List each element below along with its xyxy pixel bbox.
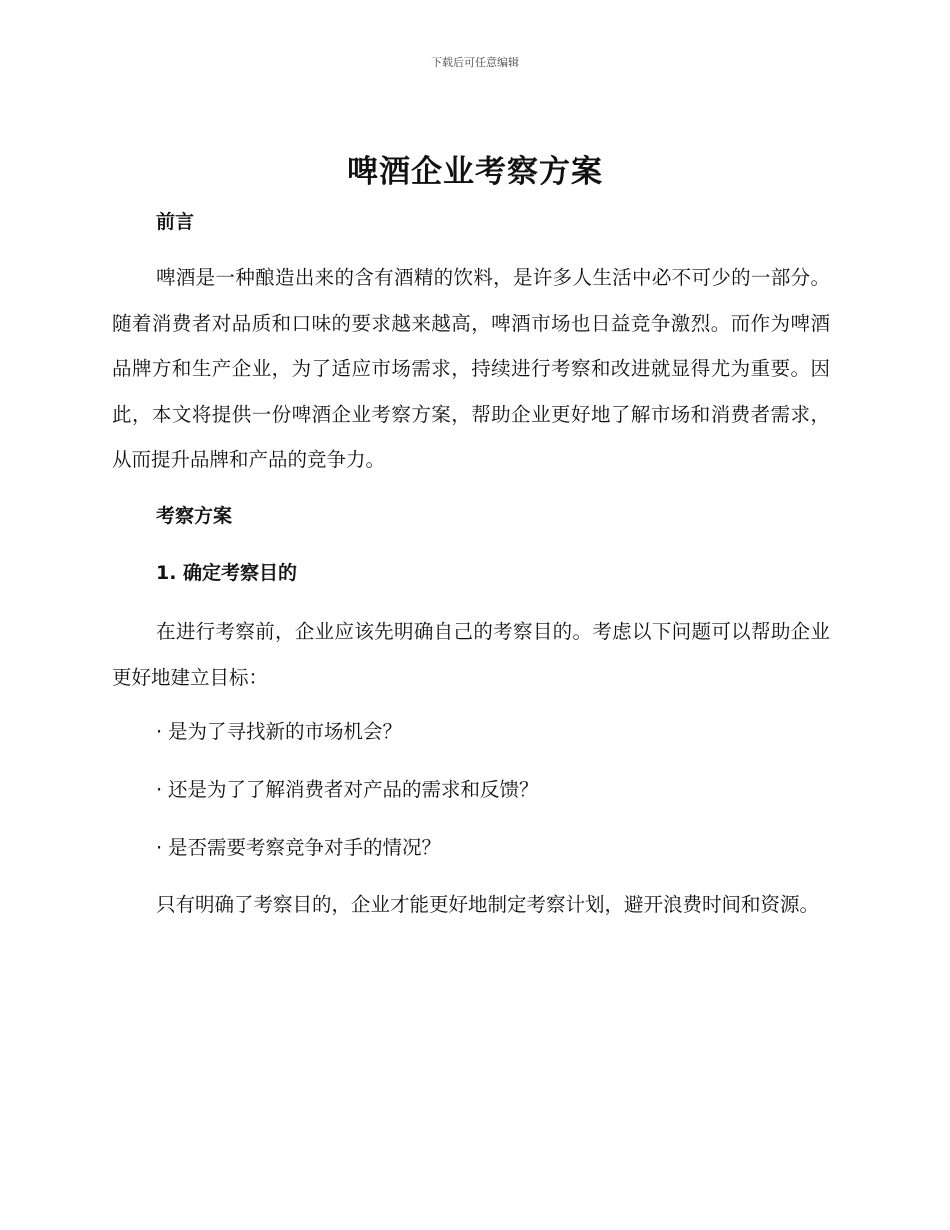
bullet-item: [156, 834, 441, 862]
bullet-marker: ·: [156, 778, 163, 801]
step1-heading: 1. 确定考察目的: [156, 562, 298, 584]
bullet-marker: ·: [156, 836, 163, 859]
step1-intro-paragraph: 在进行考察前，企业应该先明确自己的考察目的。考虑以下问题可以帮助企业更好地建立目标：: [112, 620, 830, 689]
preface-heading: 前言: [156, 211, 195, 233]
bullet-text: 是否需要考察竞争对手的情况？: [168, 836, 442, 859]
step1-conclusion-paragraph: 只有明确了考察目的，企业才能更好地制定考察计划，避开浪费时间和资源。: [156, 893, 820, 916]
header-note: 下载后可任意编辑: [431, 56, 519, 69]
bullet-item: [156, 776, 539, 804]
bullet-text: 是为了寻找新的市场机会？: [168, 720, 403, 743]
document-title: 啤酒企业考察方案: [347, 154, 603, 190]
bullet-item: [156, 718, 402, 746]
preface-paragraph: 啤酒是一种酿造出来的含有酒精的饮料，是许多人生活中必不可少的一部分。随着消费者对品质和口味的要求越来越高，啤酒市场也日益竞争激烈。而作为啤酒品牌方和生产企业，为了适应市场需求，持续进行考察和改进就显得尤为重要。因此，本文将提供一份啤酒企业考察方案，帮助企业更好地了解市场和消费者需求，从而提升品牌和产品的竞争力。: [112, 266, 830, 471]
plan-heading: 考察方案: [156, 505, 233, 527]
bullet-text: 还是为了了解消费者对产品的需求和反馈？: [168, 778, 539, 801]
bullet-marker: ·: [156, 720, 163, 743]
